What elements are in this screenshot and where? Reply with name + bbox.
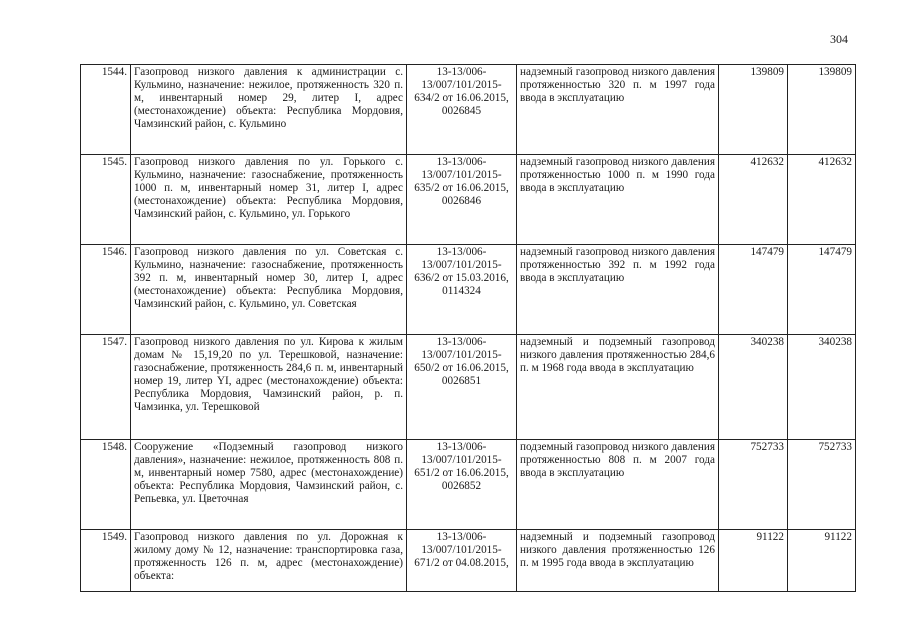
row-number: 1547.: [81, 335, 131, 440]
object-name: Газопровод низкого давления к администрации с. Кульмино, назначение: нежилое, протяженность 320 п. м, инвентарный номер 29, литер I, адрес (местонахождение) объекта: Республика Мордовия, Чамзинский район, с. Кульмино: [131, 65, 407, 155]
object-name: Газопровод низкого давления по ул. Дорожная к жилому дому № 12, назначение: транспортировка газа, протяженность 126 п. м, адрес (местонахождение) объекта:: [131, 530, 407, 592]
object-description: надземный и подземный газопровод низкого давления протяженностью 284,6 п. м 1968 года ввода в эксплуатацию: [517, 335, 719, 440]
row-number: 1548.: [81, 440, 131, 530]
object-name: Газопровод низкого давления по ул. Кирова к жилым домам № 15,19,20 по ул. Терешковой, назначение: газоснабжение, протяженность 284,6 п. м, инвентарный номер 19, литер YI, адрес (местонахождение) объекта: Республика Мордовия, Чамзинский район, р. п. Чамзинка, ул. Терешковой: [131, 335, 407, 440]
object-description: надземный и подземный газопровод низкого давления протяженностью 126 п. м 1995 года ввода в эксплуатацию: [517, 530, 719, 592]
value-cell: 752733: [719, 440, 788, 530]
table-row: [81, 245, 856, 335]
table-row: [81, 335, 856, 440]
object-name: Газопровод низкого давления по ул. Советская с. Кульмино, назначение: газоснабжение, протяженность 392 п. м, инвентарный номер 30, литер I, адрес (местонахождение) объекта: Республика Мордовия, Чамзинский район, с. Кульмино, ул. Советская: [131, 245, 407, 335]
row-number: 1545.: [81, 155, 131, 245]
value-cell: 147479: [788, 245, 856, 335]
registration-record: 13-13/006-13/007/101/2015-634/2 от 16.06.2015, 0026845: [407, 65, 517, 155]
value-cell: 147479: [719, 245, 788, 335]
value-cell: 139809: [719, 65, 788, 155]
object-description: подземный газопровод низкого давления протяженностью 808 п. м 2007 года ввода в эксплуатацию: [517, 440, 719, 530]
object-description: надземный газопровод низкого давления протяженностью 320 п. м 1997 года ввода в эксплуатацию: [517, 65, 719, 155]
object-description: надземный газопровод низкого давления протяженностью 392 п. м 1992 года ввода в эксплуатацию: [517, 245, 719, 335]
table-row: [81, 155, 856, 245]
value-cell: 340238: [788, 335, 856, 440]
value-cell: 91122: [719, 530, 788, 592]
page-number: 304: [830, 32, 848, 46]
object-name: Газопровод низкого давления по ул. Горького с. Кульмино, назначение: газоснабжение, протяженность 1000 п. м, инвентарный номер 31, литер I, адрес (местонахождение) объекта: Республика Мордовия, Чамзинский район, с. Кульмино, ул. Горького: [131, 155, 407, 245]
value-cell: 412632: [719, 155, 788, 245]
registration-record: 13-13/006-13/007/101/2015-636/2 от 15.03.2016, 0114324: [407, 245, 517, 335]
registration-record: 13-13/006-13/007/101/2015-671/2 от 04.08.2015,: [407, 530, 517, 592]
registration-record: 13-13/006-13/007/101/2015-651/2 от 16.06.2015, 0026852: [407, 440, 517, 530]
table-row: [81, 65, 856, 155]
property-registry-table: [80, 64, 856, 592]
value-cell: 340238: [719, 335, 788, 440]
object-name: Сооружение «Подземный газопровод низкого давления», назначение: нежилое, протяженность 808 п. м, инвентарный номер 7580, адрес (местонахождение) объекта: Республика Мордовия, Чамзинский район, с. Репьевка, ул. Цветочная: [131, 440, 407, 530]
row-number: 1546.: [81, 245, 131, 335]
value-cell: 91122: [788, 530, 856, 592]
object-description: надземный газопровод низкого давления протяженностью 1000 п. м 1990 года ввода в эксплуатацию: [517, 155, 719, 245]
value-cell: 139809: [788, 65, 856, 155]
table-row: [81, 530, 856, 592]
table-row: [81, 440, 856, 530]
value-cell: 412632: [788, 155, 856, 245]
registration-record: 13-13/006-13/007/101/2015-635/2 от 16.06.2015, 0026846: [407, 155, 517, 245]
row-number: 1549.: [81, 530, 131, 592]
value-cell: 752733: [788, 440, 856, 530]
registration-record: 13-13/006-13/007/101/2015-650/2 от 16.06.2015, 0026851: [407, 335, 517, 440]
row-number: 1544.: [81, 65, 131, 155]
